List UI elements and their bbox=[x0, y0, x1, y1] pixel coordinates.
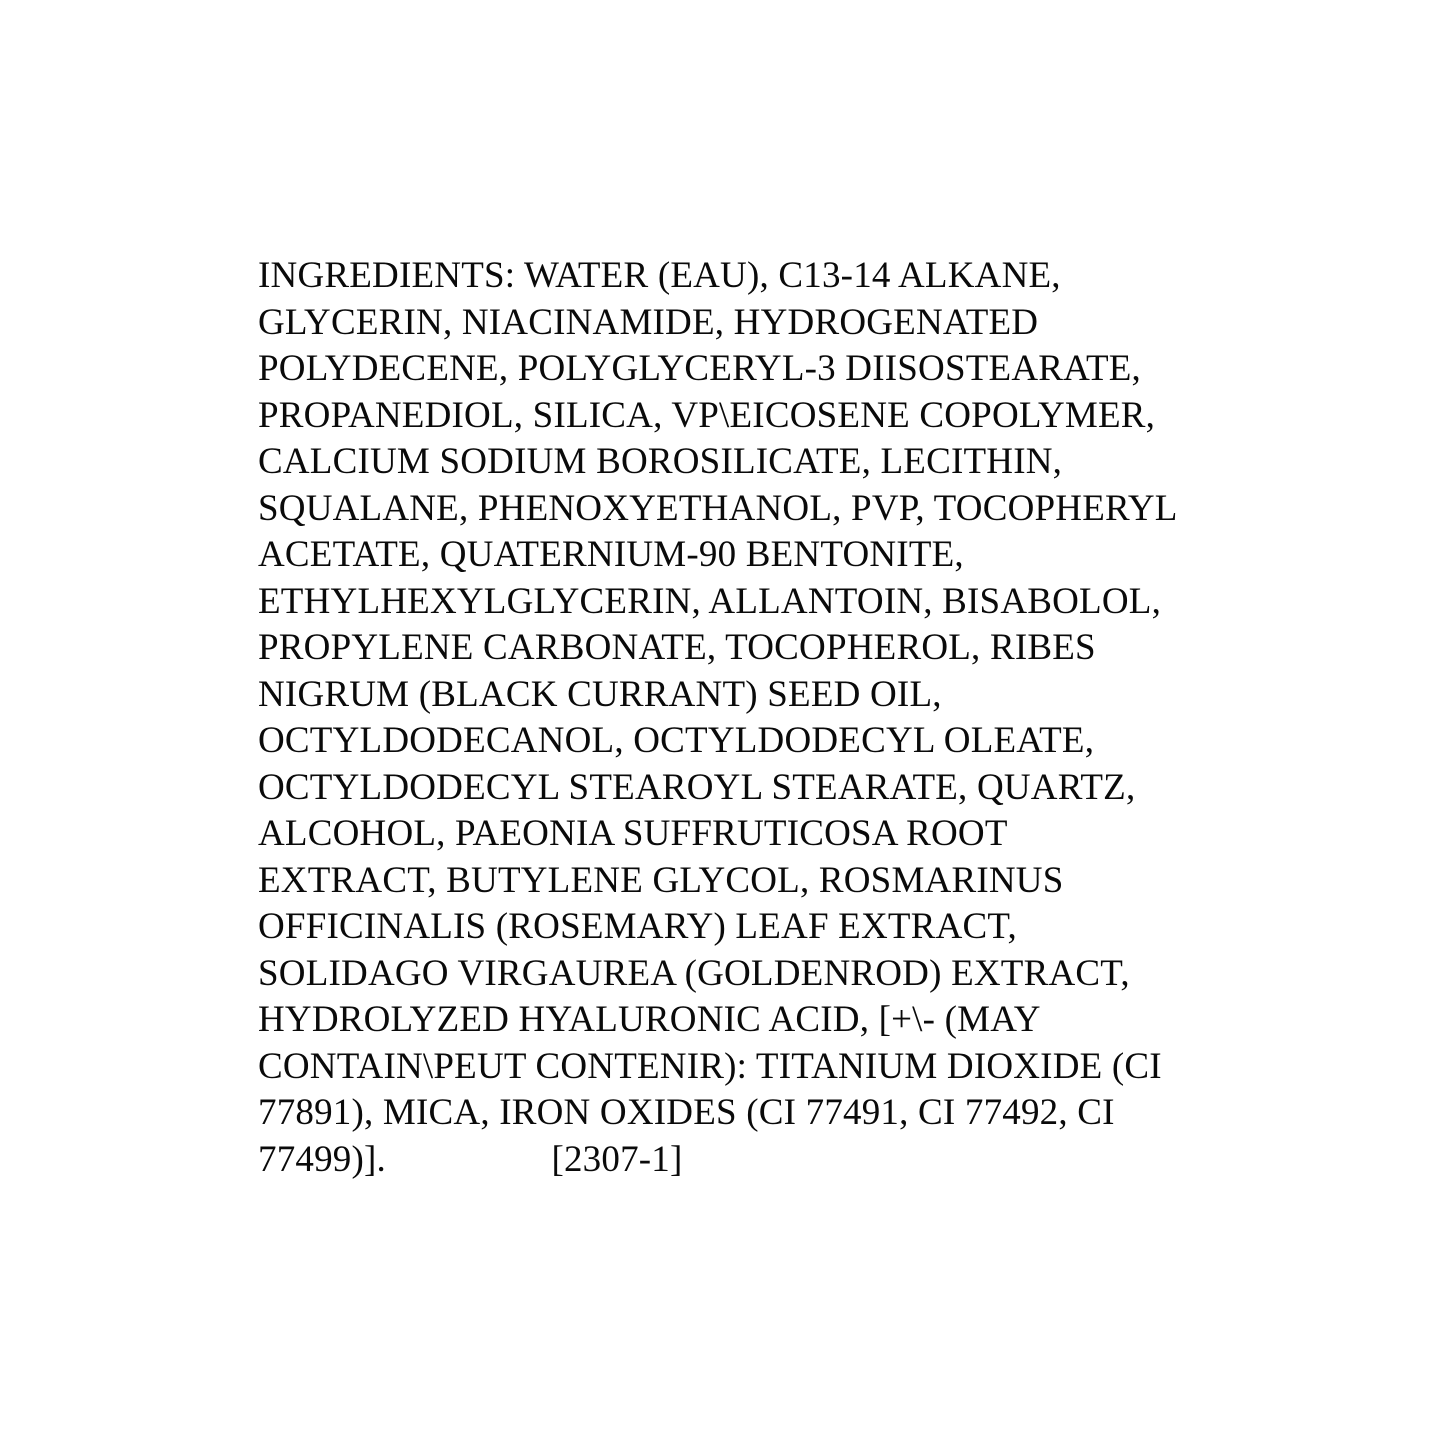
ingredients-line: POLYDECENE, POLYGLYCERYL-3 DIISOSTEARATE, bbox=[258, 348, 1142, 389]
ingredients-line: SOLIDAGO VIRGAUREA (GOLDENROD) EXTRACT, bbox=[258, 952, 1130, 994]
ingredients-line: ETHYLHEXYLGLYCERIN, ALLANTOIN, BISABOLOL, bbox=[258, 580, 1162, 622]
ingredients-line: OFFICINALIS (ROSEMARY) LEAF EXTRACT, bbox=[258, 906, 1017, 947]
ingredients-line: HYDROLYZED HYALURONIC ACID, [+\- (MAY bbox=[258, 999, 1041, 1040]
ingredients-text bbox=[258, 253, 1198, 1183]
ingredients-line: OCTYLDODECYL STEAROYL STEARATE, QUARTZ, bbox=[258, 766, 1136, 808]
ingredients-line: 77891), MICA, IRON OXIDES (CI 77491, CI 77492, CI bbox=[258, 1092, 1115, 1133]
ingredients-line: EXTRACT, BUTYLENE GLYCOL, ROSMARINUS bbox=[258, 859, 1064, 901]
batch-code: [2307-1] bbox=[551, 1138, 683, 1180]
ingredients-line: CONTAIN\PEUT CONTENIR): TITANIUM DIOXIDE (CI bbox=[258, 1045, 1162, 1087]
ingredients-line: OCTYLDODECANOL, OCTYLDODECYL OLEATE, bbox=[258, 720, 1095, 761]
ingredients-line: PROPYLENE CARBONATE, TOCOPHEROL, RIBES bbox=[258, 627, 1096, 668]
ingredients-last-line bbox=[258, 1137, 1198, 1184]
ingredients-line: NIGRUM (BLACK CURRANT) SEED OIL, bbox=[258, 673, 942, 715]
ingredients-line: ALCOHOL, PAEONIA SUFFRUTICOSA ROOT bbox=[258, 813, 1008, 854]
ingredients-line-end: 77499)]. bbox=[258, 1138, 386, 1180]
ingredients-line: INGREDIENTS: WATER (EAU), C13-14 ALKANE, bbox=[258, 255, 1061, 296]
ingredients-line: SQUALANE, PHENOXYETHANOL, PVP, TOCOPHERYL bbox=[258, 487, 1178, 529]
ingredients-line: PROPANEDIOL, SILICA, VP\EICOSENE COPOLYMER, bbox=[258, 394, 1156, 436]
ingredients-line: GLYCERIN, NIACINAMIDE, HYDROGENATED bbox=[258, 301, 1039, 343]
ingredients-line: CALCIUM SODIUM BOROSILICATE, LECITHIN, bbox=[258, 441, 1063, 482]
ingredients-line: ACETATE, QUATERNIUM-90 BENTONITE, bbox=[258, 534, 964, 575]
